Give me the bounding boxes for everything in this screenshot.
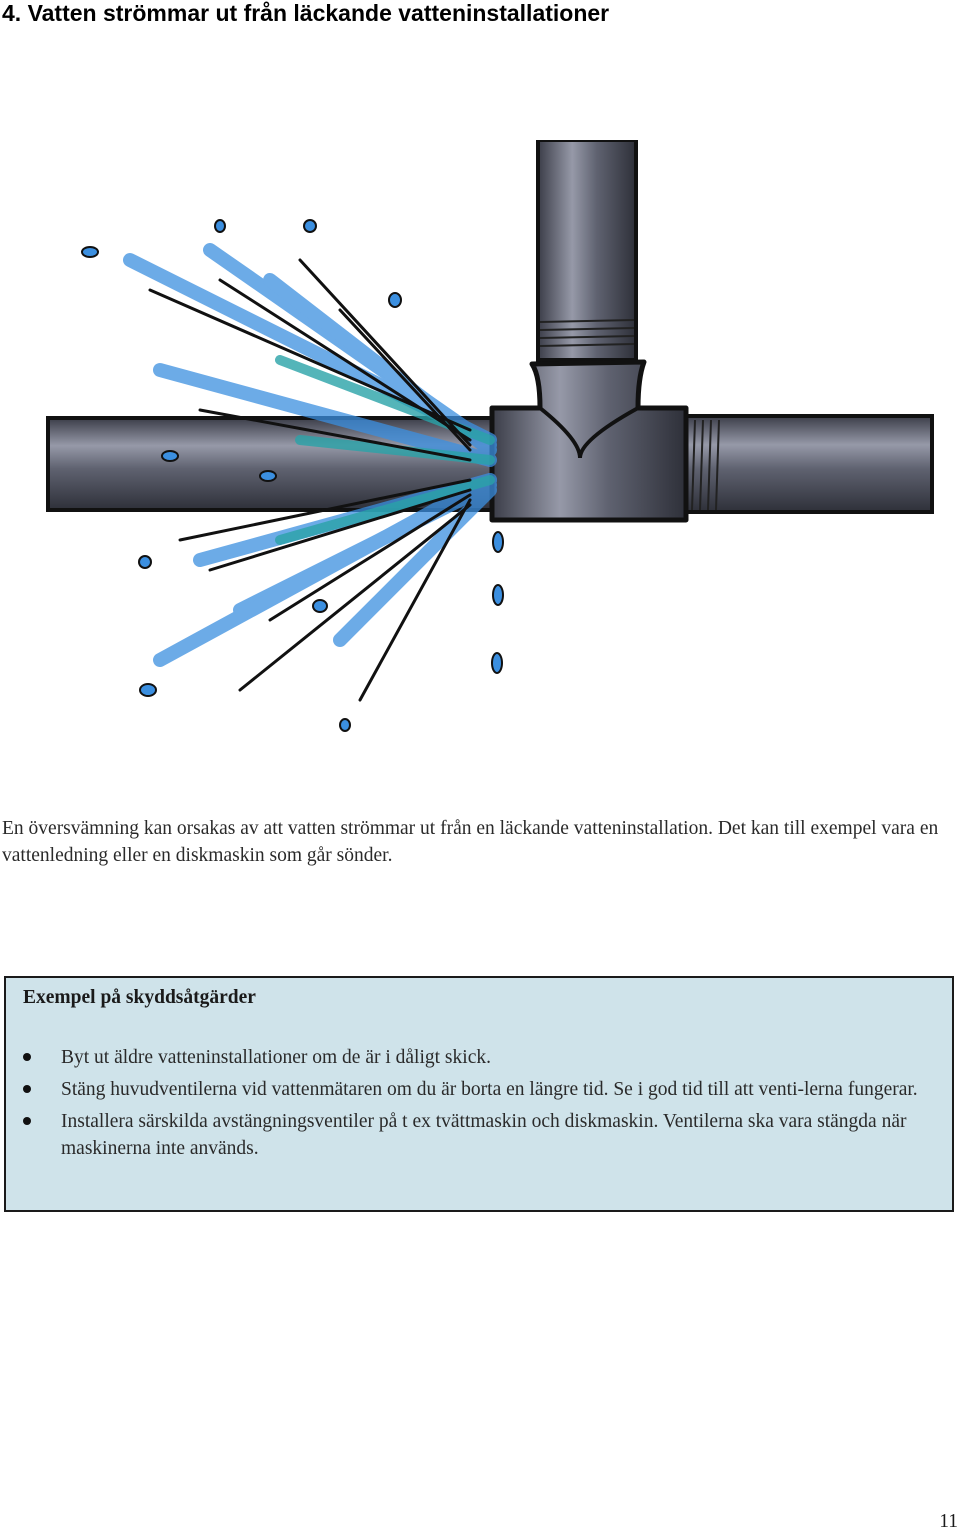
bullet-icon (23, 1085, 31, 1093)
page-number: 11 (939, 1511, 958, 1532)
intro-paragraph: En översvämning kan orsakas av att vatten strömmar ut från en läckande vatteninstallation. Det kan till exempel vara en vattenledning eller en diskmaskin som går sönder. (2, 818, 939, 866)
protective-measures-box (4, 976, 954, 1212)
list-item: Installera särskilda avstängningsventiler på t ex tvättmaskin och diskmaskin. Ventilerna ska vara stängda när maskinerna inte används. (23, 1108, 943, 1162)
bullet-icon (23, 1053, 31, 1061)
measures-list (23, 1044, 943, 1167)
leaking-pipe-icon (40, 140, 940, 740)
bullet-icon (23, 1117, 31, 1125)
list-item: Byt ut äldre vatteninstallationer om de är i dåligt skick. (23, 1044, 943, 1071)
page-heading: 4. Vatten strömmar ut från läckande vatteninstallationer (2, 0, 610, 26)
box-title: Exempel på skyddsåtgärder (23, 987, 256, 1008)
list-item: Stäng huvudventilerna vid vattenmätaren om du är borta en längre tid. Se i god tid till att venti-lerna fungerar. (23, 1076, 943, 1103)
